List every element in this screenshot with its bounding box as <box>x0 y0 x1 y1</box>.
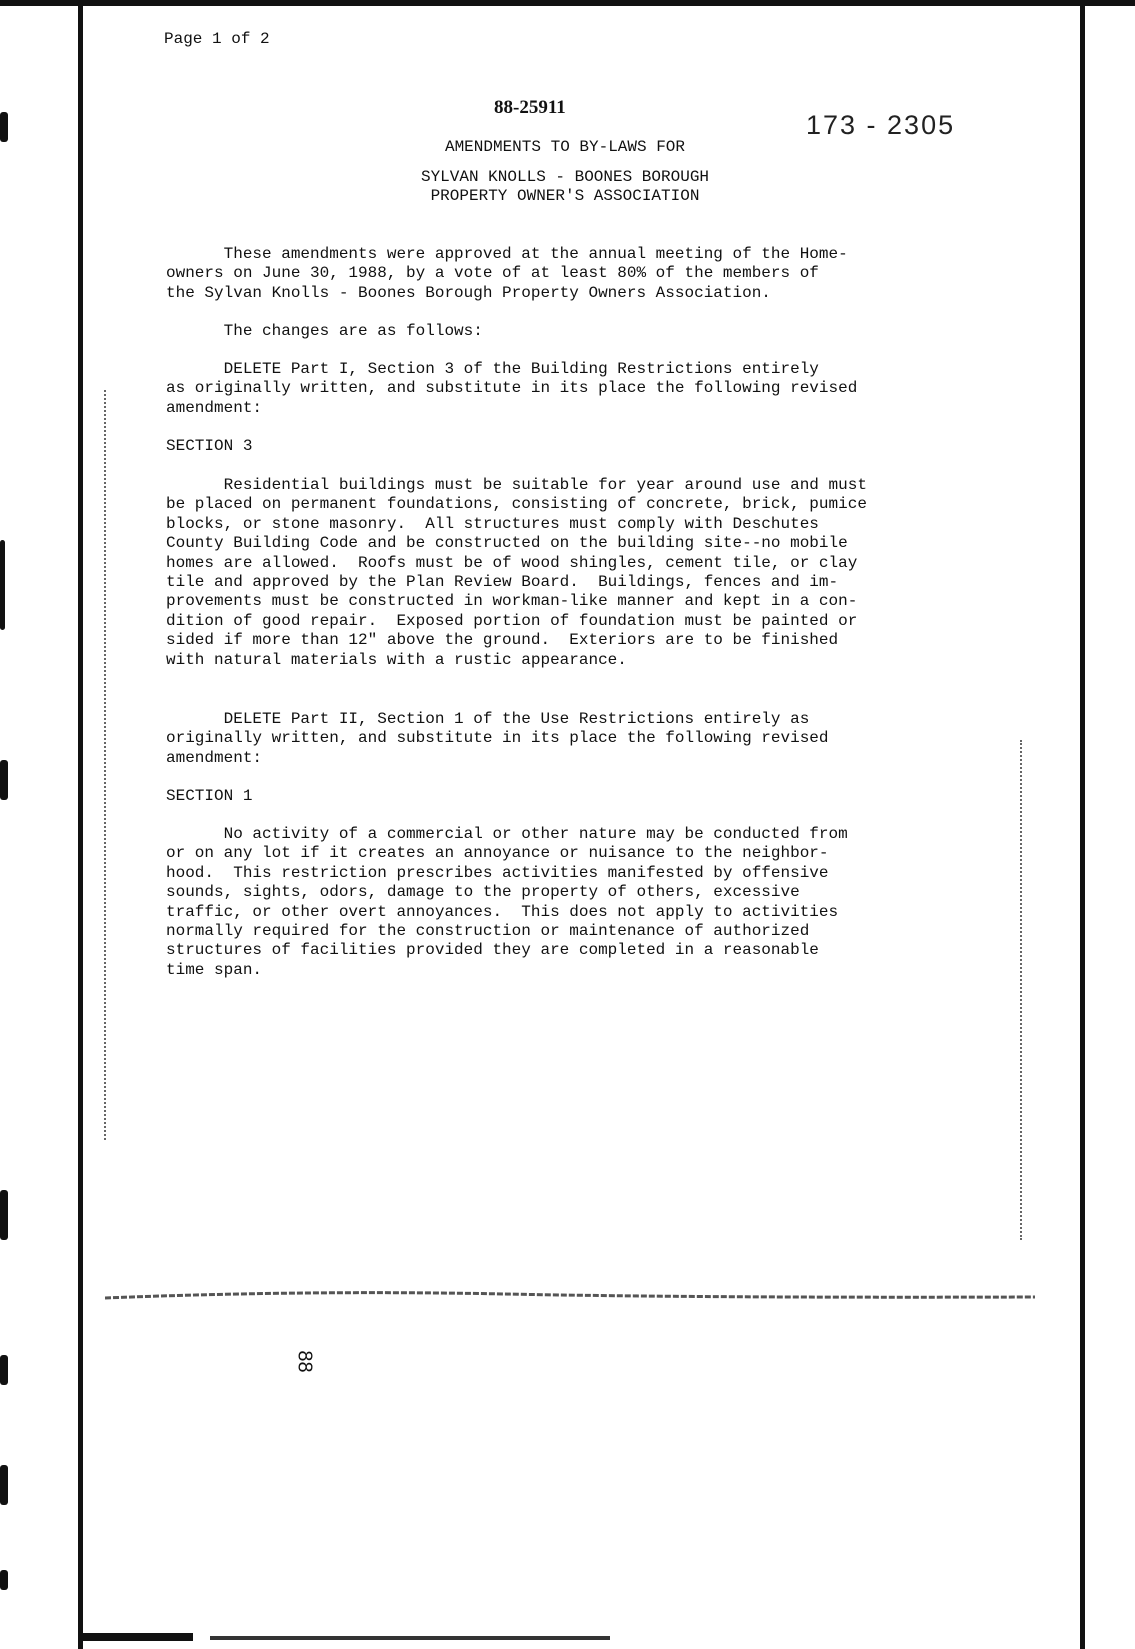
section1-heading: SECTION 1 <box>166 787 253 805</box>
scan-border-left <box>78 0 83 1649</box>
section1-text: No activity of a commercial or other nature may be conducted from or on any lot if it creates an annoyance or nuisance to the neighbor- hood. This restriction prescribes activities manifested by offensive sounds, sights, odors, damage to the property of others, excessive traffic, or other overt annoyances. This does not apply to activities normally required for the construction or maintenance of authorized structures of facilities provided they are completed in a reasonable time span. <box>166 825 848 979</box>
document-title-line2: SYLVAN KNOLLS - BOONES BOROUGH <box>420 168 710 186</box>
scan-border-top <box>0 0 1135 6</box>
changes-intro: The changes are as follows: <box>166 322 483 340</box>
scan-margin-marks <box>0 0 12 1649</box>
document-title-line1: AMENDMENTS TO BY-LAWS FOR <box>444 138 686 156</box>
scan-smear <box>105 1288 1035 1302</box>
intro-paragraph: These amendments were approved at the annual meeting of the Home- owners on June 30, 1988, by a vote of at least 80% of the members of the Sylvan Knolls - Boones Borough Property Owners Association. <box>166 245 848 302</box>
page-indicator: Page 1 of 2 <box>164 30 270 48</box>
scan-bottom-bar <box>83 1633 193 1641</box>
delete-part2-paragraph: DELETE Part II, Section 1 of the Use Restrictions entirely as originally written, and substitute in its place the following revised amendment: <box>166 710 829 767</box>
section3-heading: SECTION 3 <box>166 437 253 455</box>
footer-stamp-mark: 88 <box>293 1350 316 1373</box>
section3-text: Residential buildings must be suitable for year around use and must be placed on permanent foundations, consisting of concrete, brick, pumice blocks, or stone masonry. All structures must comply with Deschutes County Building Code and be constructed on the building site--no mobile homes are allowed. Roofs must be of wood shingles, cement tile, or clay tile and approved by the Plan Review Board. Buildings, fences and im- provements must be constructed in workman-like manner and kept in a con- dition of good repair. Exposed portion of foundation must be painted or sided if more than 12" above the ground. Exteriors are to be finished with natural materials with a rustic appearance. <box>166 476 867 669</box>
document-number: 88-25911 <box>494 97 566 118</box>
delete-part1-paragraph: DELETE Part I, Section 3 of the Building Restrictions entirely as originally written, and substitute in its place the following revised amendment: <box>166 360 858 417</box>
scan-dotted-line-right <box>1020 740 1022 1240</box>
scan-border-right <box>1080 0 1085 1649</box>
scan-bottom-line <box>210 1636 610 1640</box>
document-title-line3: PROPERTY OWNER'S ASSOCIATION <box>430 187 700 205</box>
scan-dotted-line-left <box>104 390 106 1140</box>
recording-stamp: 173 - 2305 <box>806 110 956 140</box>
